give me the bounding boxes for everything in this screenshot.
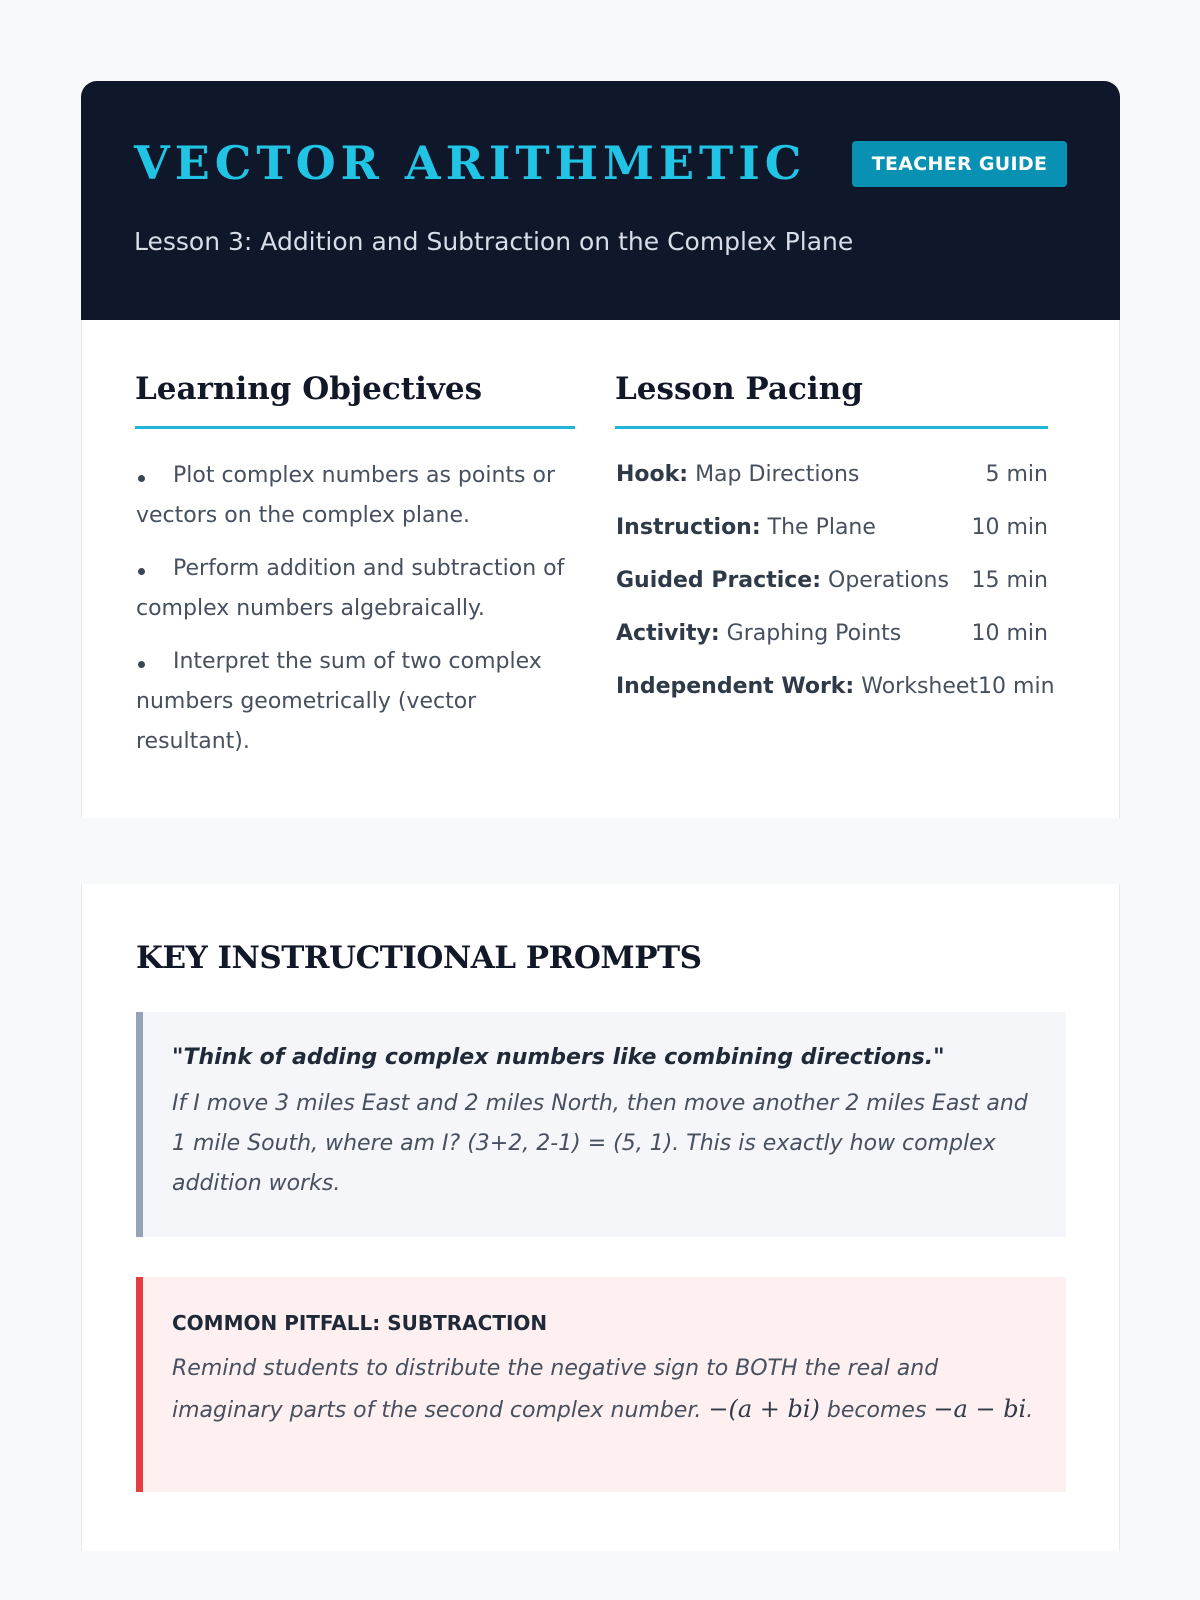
- lesson-subtitle: Lesson 3: Addition and Subtraction on the Complex Plane: [134, 227, 854, 256]
- objective-item: [136, 456, 574, 536]
- pacing-step: [616, 612, 901, 656]
- pitfall-body: [172, 1349, 1042, 1431]
- pacing-activity: Graphing Points: [726, 621, 902, 646]
- bullet-icon: [138, 661, 145, 668]
- objective-item: [136, 549, 574, 629]
- objective-text: Interpret the sum of two complex numbers geometrically (vector resultant).: [136, 649, 542, 754]
- pacing-label: Hook:: [616, 462, 689, 487]
- quote-heading: "Think of adding complex numbers like combining directions.": [172, 1045, 945, 1070]
- instructional-quote: [136, 1012, 1066, 1237]
- pacing-heading: Lesson Pacing: [615, 371, 863, 407]
- quote-body: If I move 3 miles East and 2 miles North, then move another 2 miles East and 1 mile South, where am I? (3+2, 2-1) = (5, 1). This is exactly how complex addition works.: [172, 1091, 1028, 1196]
- pacing-table: [616, 453, 1055, 718]
- pacing-activity: The Plane: [767, 515, 876, 540]
- pacing-time: 15 min: [971, 568, 1048, 593]
- pitfall-math-result: −a − bi: [933, 1395, 1027, 1423]
- pacing-time: 10 min: [971, 515, 1048, 540]
- pitfall-text: becomes: [826, 1398, 927, 1423]
- pacing-row: [616, 453, 1048, 506]
- prompts-heading: KEY INSTRUCTIONAL PROMPTS: [136, 940, 702, 976]
- teacher-guide-badge: TEACHER GUIDE: [852, 141, 1067, 187]
- pacing-label: Instruction:: [616, 515, 761, 540]
- objectives-heading: Learning Objectives: [135, 371, 483, 407]
- objectives-list: [136, 456, 574, 775]
- pacing-rule: [615, 426, 1048, 429]
- pacing-time: 10 min: [978, 674, 1055, 699]
- pacing-time: 10 min: [971, 621, 1048, 646]
- objective-text: Plot complex numbers as points or vectors on the complex plane.: [136, 463, 556, 528]
- objectives-rule: [135, 426, 575, 429]
- pitfall-period: .: [1026, 1398, 1034, 1423]
- pacing-activity: Map Directions: [695, 462, 860, 487]
- pacing-row: [616, 559, 1048, 612]
- pacing-activity: Worksheet: [861, 674, 979, 699]
- pacing-label: Guided Practice:: [616, 568, 822, 593]
- pacing-row: [616, 665, 1055, 718]
- pacing-row: [616, 612, 1048, 665]
- instructional-prompts-card: [81, 884, 1120, 1551]
- pacing-step: [616, 453, 859, 497]
- guide-header: [81, 81, 1120, 320]
- pacing-time: 5 min: [985, 462, 1048, 487]
- pacing-step: [616, 665, 978, 709]
- pacing-step: [616, 506, 876, 550]
- pacing-row: [616, 506, 1048, 559]
- objective-text: Perform addition and subtraction of complex numbers algebraically.: [136, 556, 565, 621]
- pitfall-callout: [136, 1277, 1066, 1492]
- pacing-step: [616, 559, 949, 603]
- page-title: VECTOR ARITHMETIC: [134, 136, 807, 190]
- bullet-icon: [138, 568, 145, 575]
- objective-item: [136, 642, 574, 762]
- pitfall-heading: COMMON PITFALL: SUBTRACTION: [172, 1311, 548, 1335]
- pitfall-math-expression: −(a + bi): [708, 1395, 820, 1423]
- pitfall-text: Remind students to distribute the negative sign to BOTH the real and imaginary parts of the second complex number.: [172, 1356, 939, 1423]
- pacing-label: Activity:: [616, 621, 720, 646]
- pacing-activity: Operations: [828, 568, 949, 593]
- lesson-overview-card: [81, 81, 1120, 818]
- bullet-icon: [138, 475, 145, 482]
- pacing-label: Independent Work:: [616, 674, 855, 699]
